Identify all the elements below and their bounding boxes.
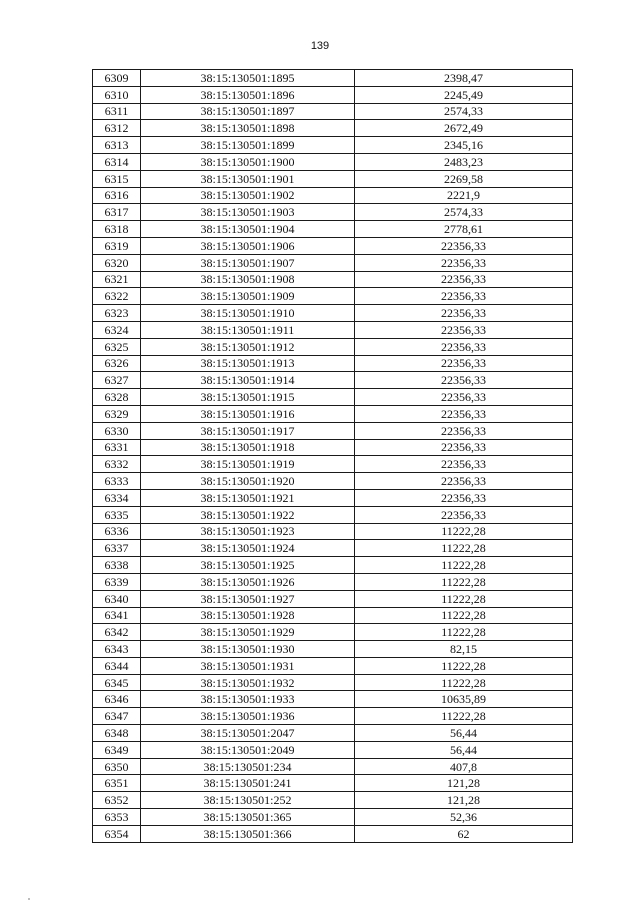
value-cell: 22356,33	[355, 237, 573, 254]
table-row	[93, 775, 573, 792]
cadastral-number-cell: 38:15:130501:1929	[141, 624, 355, 641]
value-cell: 11222,28	[355, 624, 573, 641]
value-cell: 22356,33	[355, 321, 573, 338]
row-number-cell: 6349	[93, 741, 141, 758]
cadastral-number-cell: 38:15:130501:1904	[141, 221, 355, 238]
value-cell: 22356,33	[355, 338, 573, 355]
cadastral-number-cell: 38:15:130501:1902	[141, 187, 355, 204]
row-number-cell: 6324	[93, 321, 141, 338]
value-cell: 2221,9	[355, 187, 573, 204]
value-cell: 11222,28	[355, 607, 573, 624]
value-cell: 22356,33	[355, 405, 573, 422]
row-number-cell: 6312	[93, 120, 141, 137]
cadastral-number-cell: 38:15:130501:1907	[141, 254, 355, 271]
row-number-cell: 6351	[93, 775, 141, 792]
table-row	[93, 137, 573, 154]
row-number-cell: 6354	[93, 825, 141, 842]
table-row	[93, 792, 573, 809]
value-cell: 11222,28	[355, 557, 573, 574]
table-row	[93, 221, 573, 238]
cadastral-number-cell: 38:15:130501:1919	[141, 456, 355, 473]
table-row	[93, 271, 573, 288]
value-cell: 22356,33	[355, 254, 573, 271]
table-row	[93, 254, 573, 271]
row-number-cell: 6347	[93, 708, 141, 725]
table-row	[93, 758, 573, 775]
cadastral-number-cell: 38:15:130501:2049	[141, 741, 355, 758]
cadastral-number-cell: 38:15:130501:1923	[141, 523, 355, 540]
row-number-cell: 6353	[93, 809, 141, 826]
page-number: 139	[310, 40, 330, 52]
table-row	[93, 237, 573, 254]
cadastral-number-cell: 38:15:130501:1928	[141, 607, 355, 624]
table-row	[93, 708, 573, 725]
value-cell: 22356,33	[355, 506, 573, 523]
value-cell: 2269,58	[355, 170, 573, 187]
cadastral-number-cell: 38:15:130501:1930	[141, 641, 355, 658]
cadastral-number-cell: 38:15:130501:1913	[141, 355, 355, 372]
table-row	[93, 439, 573, 456]
row-number-cell: 6320	[93, 254, 141, 271]
table-row	[93, 456, 573, 473]
value-cell: 22356,33	[355, 288, 573, 305]
row-number-cell: 6314	[93, 153, 141, 170]
table-row	[93, 170, 573, 187]
cadastral-number-cell: 38:15:130501:1896	[141, 86, 355, 103]
table-row	[93, 691, 573, 708]
value-cell: 52,36	[355, 809, 573, 826]
value-cell: 22356,33	[355, 389, 573, 406]
row-number-cell: 6322	[93, 288, 141, 305]
row-number-cell: 6319	[93, 237, 141, 254]
table-row	[93, 103, 573, 120]
row-number-cell: 6341	[93, 607, 141, 624]
cadastral-number-cell: 38:15:130501:1936	[141, 708, 355, 725]
table-row	[93, 523, 573, 540]
table-row	[93, 321, 573, 338]
cadastral-number-cell: 38:15:130501:2047	[141, 725, 355, 742]
value-cell: 56,44	[355, 725, 573, 742]
cadastral-number-cell: 38:15:130501:1932	[141, 674, 355, 691]
value-cell: 407,8	[355, 758, 573, 775]
value-cell: 22356,33	[355, 422, 573, 439]
table-row	[93, 204, 573, 221]
value-cell: 82,15	[355, 641, 573, 658]
value-cell: 11222,28	[355, 708, 573, 725]
cadastral-number-cell: 38:15:130501:1918	[141, 439, 355, 456]
cadastral-number-cell: 38:15:130501:1908	[141, 271, 355, 288]
cadastral-number-cell: 38:15:130501:252	[141, 792, 355, 809]
cadastral-number-cell: 38:15:130501:1903	[141, 204, 355, 221]
table-row	[93, 809, 573, 826]
row-number-cell: 6335	[93, 506, 141, 523]
cadastral-number-cell: 38:15:130501:234	[141, 758, 355, 775]
value-cell: 2398,47	[355, 70, 573, 87]
row-number-cell: 6342	[93, 624, 141, 641]
value-cell: 2345,16	[355, 137, 573, 154]
row-number-cell: 6338	[93, 557, 141, 574]
row-number-cell: 6339	[93, 573, 141, 590]
cadastral-number-cell: 38:15:130501:1926	[141, 573, 355, 590]
value-cell: 121,28	[355, 775, 573, 792]
value-cell: 2483,23	[355, 153, 573, 170]
cadastral-number-cell: 38:15:130501:1920	[141, 473, 355, 490]
table-row	[93, 120, 573, 137]
value-cell: 11222,28	[355, 540, 573, 557]
cadastral-number-cell: 38:15:130501:1900	[141, 153, 355, 170]
cadastral-number-cell: 38:15:130501:1931	[141, 657, 355, 674]
table-row	[93, 389, 573, 406]
row-number-cell: 6334	[93, 489, 141, 506]
table-row	[93, 506, 573, 523]
row-number-cell: 6346	[93, 691, 141, 708]
value-cell: 22356,33	[355, 439, 573, 456]
value-cell: 11222,28	[355, 523, 573, 540]
value-cell: 2672,49	[355, 120, 573, 137]
table-row	[93, 590, 573, 607]
value-cell: 11222,28	[355, 573, 573, 590]
row-number-cell: 6343	[93, 641, 141, 658]
value-cell: 22356,33	[355, 305, 573, 322]
row-number-cell: 6313	[93, 137, 141, 154]
table-row	[93, 70, 573, 87]
table-row	[93, 741, 573, 758]
cadastral-number-cell: 38:15:130501:1912	[141, 338, 355, 355]
cadastral-number-cell: 38:15:130501:1898	[141, 120, 355, 137]
scan-speck	[28, 898, 30, 900]
table-row	[93, 825, 573, 842]
value-cell: 10635,89	[355, 691, 573, 708]
value-cell: 56,44	[355, 741, 573, 758]
table-row	[93, 573, 573, 590]
value-cell: 2245,49	[355, 86, 573, 103]
table-row	[93, 422, 573, 439]
row-number-cell: 6350	[93, 758, 141, 775]
row-number-cell: 6318	[93, 221, 141, 238]
cadastral-number-cell: 38:15:130501:1917	[141, 422, 355, 439]
table-row	[93, 187, 573, 204]
value-cell: 62	[355, 825, 573, 842]
row-number-cell: 6317	[93, 204, 141, 221]
row-number-cell: 6325	[93, 338, 141, 355]
cadastral-number-cell: 38:15:130501:1925	[141, 557, 355, 574]
cadastral-number-cell: 38:15:130501:1910	[141, 305, 355, 322]
cadastral-number-cell: 38:15:130501:1897	[141, 103, 355, 120]
cadastral-number-cell: 38:15:130501:1901	[141, 170, 355, 187]
table-row	[93, 489, 573, 506]
cadastral-number-cell: 38:15:130501:1899	[141, 137, 355, 154]
table-row	[93, 473, 573, 490]
cadastral-number-cell: 38:15:130501:1924	[141, 540, 355, 557]
cadastral-number-cell: 38:15:130501:1922	[141, 506, 355, 523]
row-number-cell: 6329	[93, 405, 141, 422]
cadastral-number-cell: 38:15:130501:1915	[141, 389, 355, 406]
table-row	[93, 372, 573, 389]
table-row	[93, 624, 573, 641]
table-row	[93, 405, 573, 422]
row-number-cell: 6336	[93, 523, 141, 540]
row-number-cell: 6348	[93, 725, 141, 742]
row-number-cell: 6327	[93, 372, 141, 389]
cadastral-number-cell: 38:15:130501:1933	[141, 691, 355, 708]
cadastral-table	[92, 69, 573, 843]
table-row	[93, 557, 573, 574]
value-cell: 22356,33	[355, 355, 573, 372]
value-cell: 2574,33	[355, 103, 573, 120]
row-number-cell: 6316	[93, 187, 141, 204]
value-cell: 22356,33	[355, 489, 573, 506]
value-cell: 22356,33	[355, 271, 573, 288]
row-number-cell: 6309	[93, 70, 141, 87]
table-row	[93, 725, 573, 742]
row-number-cell: 6340	[93, 590, 141, 607]
cadastral-number-cell: 38:15:130501:1916	[141, 405, 355, 422]
row-number-cell: 6332	[93, 456, 141, 473]
table-row	[93, 607, 573, 624]
table-row	[93, 153, 573, 170]
row-number-cell: 6328	[93, 389, 141, 406]
row-number-cell: 6321	[93, 271, 141, 288]
table-row	[93, 288, 573, 305]
row-number-cell: 6345	[93, 674, 141, 691]
cadastral-number-cell: 38:15:130501:1914	[141, 372, 355, 389]
table-row	[93, 657, 573, 674]
table-row	[93, 338, 573, 355]
row-number-cell: 6315	[93, 170, 141, 187]
row-number-cell: 6323	[93, 305, 141, 322]
cadastral-number-cell: 38:15:130501:365	[141, 809, 355, 826]
row-number-cell: 6331	[93, 439, 141, 456]
row-number-cell: 6344	[93, 657, 141, 674]
table-row	[93, 305, 573, 322]
value-cell: 22356,33	[355, 372, 573, 389]
row-number-cell: 6333	[93, 473, 141, 490]
table-row	[93, 641, 573, 658]
value-cell: 121,28	[355, 792, 573, 809]
value-cell: 22356,33	[355, 456, 573, 473]
table-row	[93, 86, 573, 103]
value-cell: 11222,28	[355, 674, 573, 691]
row-number-cell: 6311	[93, 103, 141, 120]
cadastral-number-cell: 38:15:130501:1927	[141, 590, 355, 607]
table-row	[93, 674, 573, 691]
row-number-cell: 6310	[93, 86, 141, 103]
value-cell: 11222,28	[355, 657, 573, 674]
cadastral-number-cell: 38:15:130501:1921	[141, 489, 355, 506]
table-row	[93, 355, 573, 372]
value-cell: 2778,61	[355, 221, 573, 238]
cadastral-number-cell: 38:15:130501:1909	[141, 288, 355, 305]
cadastral-number-cell: 38:15:130501:1895	[141, 70, 355, 87]
row-number-cell: 6337	[93, 540, 141, 557]
value-cell: 22356,33	[355, 473, 573, 490]
value-cell: 2574,33	[355, 204, 573, 221]
cadastral-number-cell: 38:15:130501:241	[141, 775, 355, 792]
table-body	[93, 70, 573, 843]
row-number-cell: 6330	[93, 422, 141, 439]
cadastral-number-cell: 38:15:130501:1906	[141, 237, 355, 254]
row-number-cell: 6326	[93, 355, 141, 372]
row-number-cell: 6352	[93, 792, 141, 809]
value-cell: 11222,28	[355, 590, 573, 607]
cadastral-number-cell: 38:15:130501:366	[141, 825, 355, 842]
table-row	[93, 540, 573, 557]
cadastral-number-cell: 38:15:130501:1911	[141, 321, 355, 338]
